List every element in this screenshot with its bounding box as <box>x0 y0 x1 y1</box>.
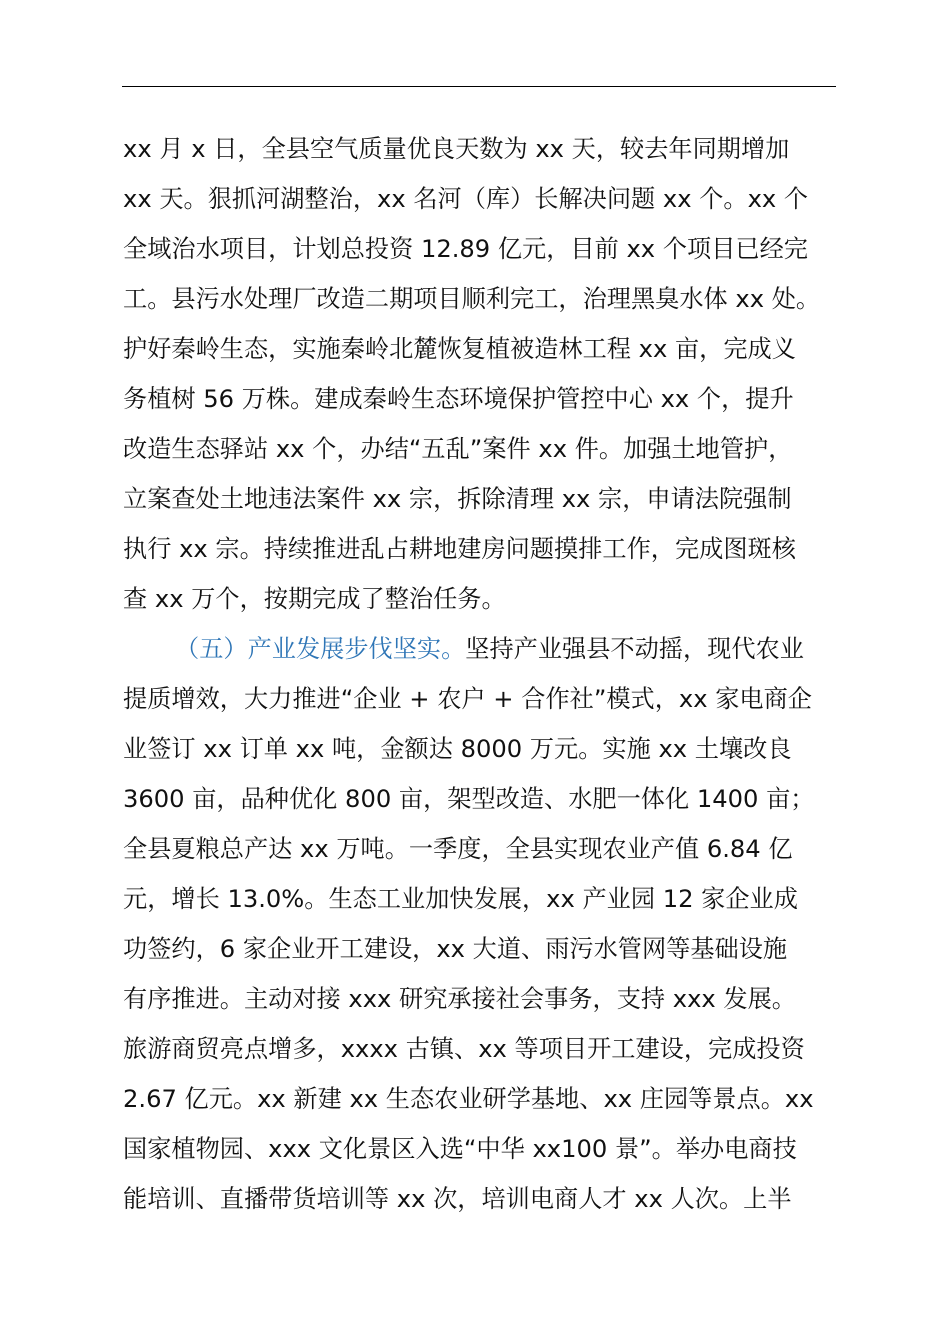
paragraph-line: 提质增效，大力推进“企业 + 农户 + 合作社”模式，xx 家电商企 <box>123 685 812 713</box>
paragraph-industry <box>123 624 839 1224</box>
paragraph-line: xx 月 x 日，全县空气质量优良天数为 xx 天，较去年同期增加 <box>123 135 790 163</box>
paragraph-first-line <box>123 624 839 674</box>
paragraph-line: 2.67 亿元。xx 新建 xx 生态农业研学基地、xx 庄园等景点。xx <box>123 1085 814 1113</box>
paragraph-line: 护好秦岭生态，实施秦岭北麓恢复植被造林工程 xx 亩，完成义 <box>123 335 796 363</box>
paragraph-line: 有序推进。主动对接 xxx 研究承接社会事务，支持 xxx 发展。 <box>123 985 796 1013</box>
paragraph-line-rest: 坚持产业强县不动摇，现代农业 <box>465 635 804 663</box>
document-body <box>123 124 839 1224</box>
section-heading: （五）产业发展步伐坚实。 <box>175 635 466 663</box>
paragraph-line: xx 天。狠抓河湖整治，xx 名河（库）长解决问题 xx 个。xx 个 <box>123 185 809 213</box>
paragraph-line: 执行 xx 宗。持续推进乱占耕地建房问题摸排工作，完成图斑核 <box>123 535 796 563</box>
paragraph-line: 能培训、直播带货培训等 xx 次，培训电商人才 xx 人次。上半 <box>123 1185 792 1213</box>
paragraph-environment <box>123 124 839 624</box>
paragraph-line: 功签约，6 家企业开工建设，xx 大道、雨污水管网等基础设施 <box>123 935 788 963</box>
paragraph-line: 全县夏粮总产达 xx 万吨。一季度，全县实现农业产值 6.84 亿 <box>123 835 793 863</box>
paragraph-line: 3600 亩，品种优化 800 亩，架型改造、水肥一体化 1400 亩； <box>123 785 815 813</box>
paragraph-line: 元，增长 13.0%。生态工业加快发展，xx 产业园 12 家企业成 <box>123 885 798 913</box>
paragraph-line: 务植树 56 万株。建成秦岭生态环境保护管控中心 xx 个，提升 <box>123 385 794 413</box>
paragraph-line: 业签订 xx 订单 xx 吨，金额达 8000 万元。实施 xx 土壤改良 <box>123 735 792 763</box>
paragraph-line: 全域治水项目，计划总投资 12.89 亿元，目前 xx 个项目已经完 <box>123 235 808 263</box>
paragraph-line: 查 xx 万个，按期完成了整治任务。 <box>123 585 506 613</box>
paragraph-line: 工。县污水处理厂改造二期项目顺利完工，治理黑臭水体 xx 处。 <box>123 285 821 313</box>
paragraph-line: 国家植物园、xxx 文化景区入选“中华 xx100 景”。举办电商技 <box>123 1135 797 1163</box>
header-rule <box>122 86 836 87</box>
paragraph-line: 立案查处土地违法案件 xx 宗，拆除清理 xx 宗，申请法院强制 <box>123 485 792 513</box>
paragraph-line: 改造生态驿站 xx 个，办结“五乱”案件 xx 件。加强土地管护， <box>123 435 793 463</box>
paragraph-line: 旅游商贸亮点增多，xxxx 古镇、xx 等项目开工建设，完成投资 <box>123 1035 805 1063</box>
